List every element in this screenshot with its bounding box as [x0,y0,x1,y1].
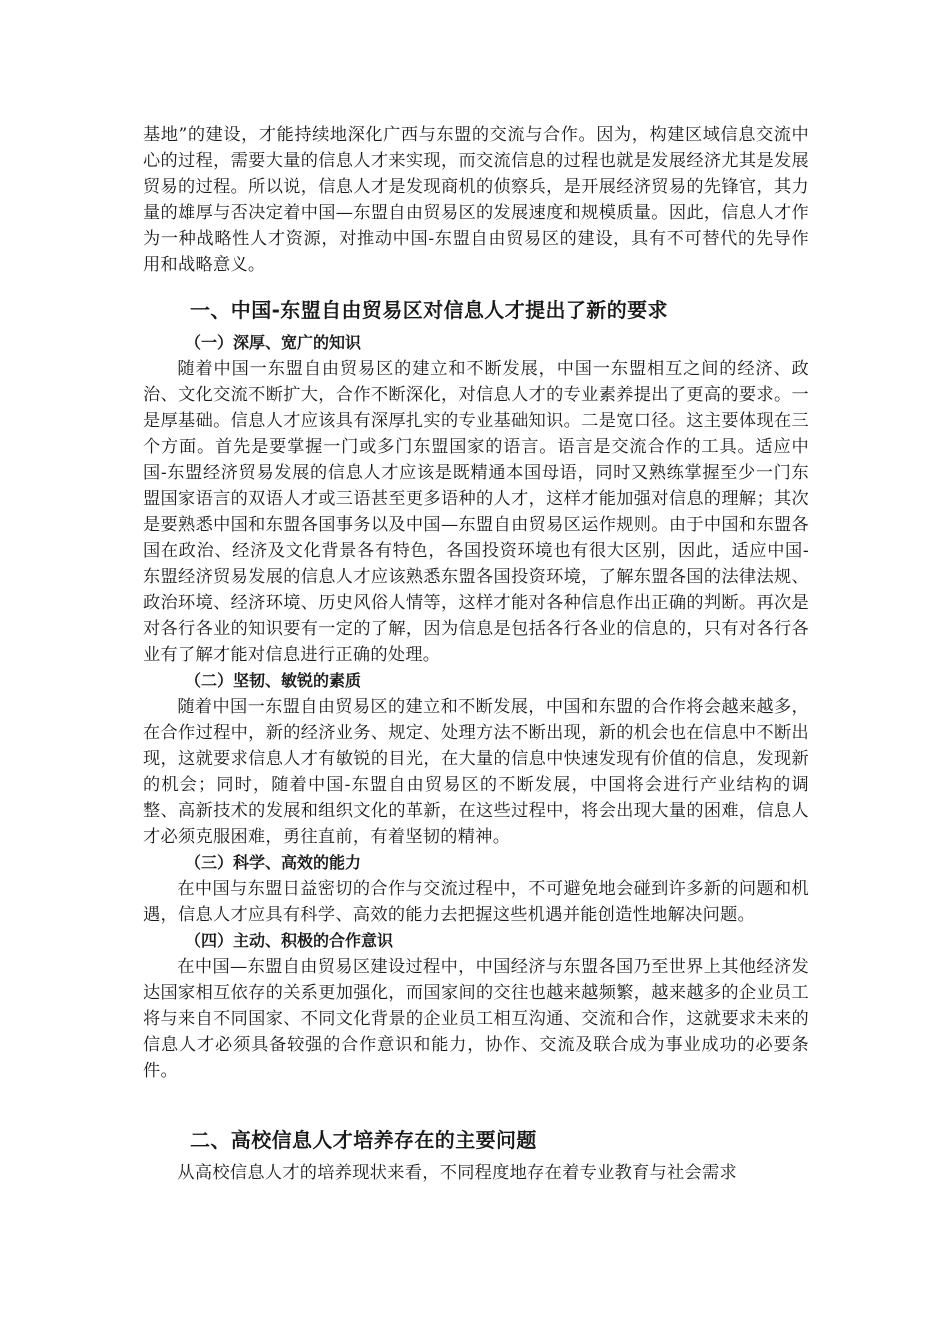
subsection-heading-1: （一）深厚、宽广的知识 [185,333,362,352]
section-heading-2: 二、高校信息人才培养存在的主要问题 [190,1128,537,1152]
document-page [143,122,809,1186]
subsection-heading-4: （四）主动、积极的合作意识 [185,931,394,950]
subsection-paragraph-3: 在中国与东盟日益密切的合作与交流过程中，不可避免地会碰到许多新的问题和机遇，信息人才应具有科学、高效的能力去把握这些机遇并能创造性地解决问题。 [143,879,809,925]
section2-paragraph: 从高校信息人才的培养现状来看，不同程度地存在着专业教育与社会需求 [177,1163,737,1183]
subsection-paragraph-4: 在中国—东盟自由贸易区建设过程中，中国经济与东盟各国乃至世界上其他经济发达国家相互依存的关系更加强化，而国家间的交往也越来越频繁，越来越多的企业员工将与来自不同国家、不同文化背景的企业员工相互沟通、交流和合作，这就要求未来的信息人才必须具备较强的合作意识和能力，协作、交流及联合成为事业成功的必要条件。 [143,957,809,1081]
intro-paragraph: 基地”的建设，才能持续地深化广西与东盟的交流与合作。因为，构建区域信息交流中心的过程，需要大量的信息人才来实现，而交流信息的过程也就是发展经济尤其是发展贸易的过程。所以说，信息人才是发现商机的侦察兵，是开展经济贸易的先锋官，其力量的雄厚与否决定着中国—东盟自由贸易区的发展速度和规模质量。因此，信息人才作为一种战略性人才资源，对推动中国-东盟自由贸易区的建设，具有不可替代的先导作用和战略意义。 [143,125,809,275]
subsection-heading-3: （三）科学、高效的能力 [185,853,362,872]
section-heading-1: 一、中国-东盟自由贸易区对信息人才提出了新的要求 [190,298,668,322]
subsection-paragraph-1: 随着中国一东盟自由贸易区的建立和不断发展，中国一东盟相互之间的经济、政治、文化交流不断扩大，合作不断深化，对信息人才的专业素养提出了更高的要求。一是厚基础。信息人才应该具有深厚扎实的专业基础知识。二是宽口径。这主要体现在三个方面。首先是要掌握一门或多门东盟国家的语言。语言是交流合作的工具。适应中国-东盟经济贸易发展的信息人才应该是既精通本国母语，同时又熟练掌握至少一门东盟国家语言的双语人才或三语甚至更多语种的人才，这样才能加强对信息的理解；其次是要熟悉中国和东盟各国事务以及中国—东盟自由贸易区运作规则。由于中国和东盟各国在政治、经济及文化背景各有特色，各国投资环境也有很大区别，因此，适应中国-东盟经济贸易发展的信息人才应该熟悉东盟各国投资环境，了解东盟各国的法律法规、政治环境、经济环境、历史风俗人情等，这样才能对各种信息作出正确的判断。再次是对各行各业的知识要有一定的了解，因为信息是包括各行各业的信息的，只有对各行各业有了解才能对信息进行正确的处理。 [143,359,809,665]
subsection-paragraph-2: 随着中国一东盟自由贸易区的建立和不断发展，中国和东盟的合作将会越来越多，在合作过程中，新的经济业务、规定、处理方法不断出现，新的机会也在信息中不断出现，这就要求信息人才有敏锐的目光，在大量的信息中快速发现有价值的信息，发现新的机会；同时，随着中国-东盟自由贸易区的不断发展，中国将会进行产业结构的调整、高新技术的发展和组织文化的革新，在这些过程中，将会出现大量的困难，信息人才必须克服困难，勇往直前，有着坚韧的精神。 [143,697,809,847]
subsection-heading-2: （二）坚韧、敏锐的素质 [185,671,362,690]
